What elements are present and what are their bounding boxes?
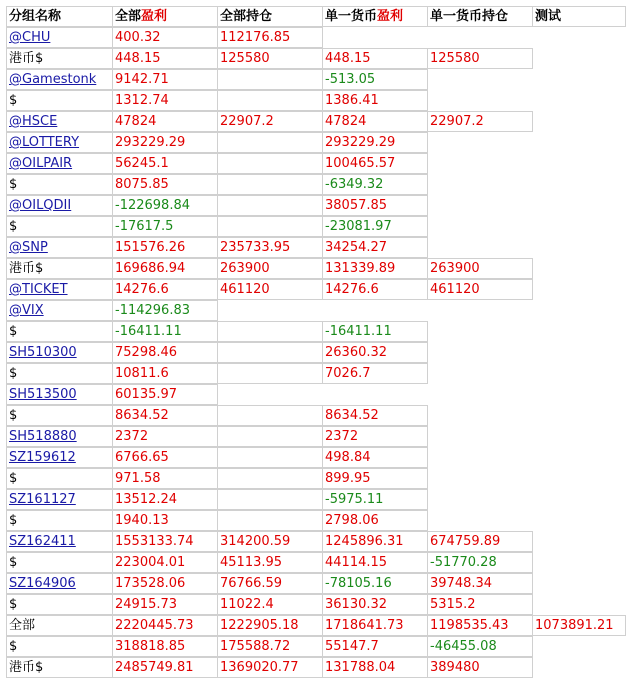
- group-name-cell[interactable]: [6, 27, 113, 48]
- single-currency-position-cell: [427, 636, 533, 657]
- currency-label: $: [9, 408, 18, 423]
- single-currency-position-cell: [427, 573, 533, 594]
- value-text: 75298.46: [115, 345, 178, 360]
- single-currency-profit-cell: [322, 237, 428, 258]
- currency-label: $: [9, 366, 18, 381]
- total-profit-cell: [112, 216, 218, 237]
- total-profit-cell: [112, 594, 218, 615]
- value-text: -122698.84: [115, 198, 190, 213]
- value-text: 8634.52: [115, 408, 169, 423]
- group-name-cell: [6, 615, 113, 636]
- total-position-cell: [217, 468, 323, 489]
- total-profit-cell: [112, 153, 218, 174]
- single-currency-profit-cell: [322, 48, 428, 69]
- value-text: 1369020.77: [220, 660, 299, 675]
- single-currency-profit-cell: [322, 531, 428, 552]
- total-profit-cell: [112, 195, 218, 216]
- value-text: 235733.95: [220, 240, 291, 255]
- value-text: 674759.89: [430, 534, 501, 549]
- single-currency-profit-cell: [322, 510, 428, 531]
- group-name-cell[interactable]: [6, 279, 113, 300]
- value-text: 1198535.43: [430, 618, 509, 633]
- value-text: 7026.7: [325, 366, 371, 381]
- total-position-cell: [217, 90, 323, 111]
- value-text: 47824: [325, 114, 367, 129]
- group-link[interactable]: SH518880: [9, 429, 77, 444]
- single-currency-profit-cell: [322, 90, 428, 111]
- value-text: 1718641.73: [325, 618, 404, 633]
- currency-label: $: [9, 324, 18, 339]
- total-position-cell: [217, 111, 323, 132]
- total-position-cell: [217, 258, 323, 279]
- value-text: 5315.2: [430, 597, 476, 612]
- group-link[interactable]: @LOTTERY: [9, 135, 80, 150]
- single-currency-profit-cell: [322, 216, 428, 237]
- value-text: -17617.5: [115, 219, 174, 234]
- total-position-cell: [217, 552, 323, 573]
- total-profit-cell: [112, 384, 218, 405]
- group-link[interactable]: @CHU: [9, 30, 51, 45]
- single-currency-profit-cell: [322, 279, 428, 300]
- currency-label: $: [9, 93, 18, 108]
- value-text: 22907.2: [430, 114, 484, 129]
- total-profit-cell: [112, 111, 218, 132]
- value-text: 76766.59: [220, 576, 283, 591]
- currency-label: $: [9, 219, 18, 234]
- single-currency-profit-cell: [322, 174, 428, 195]
- total-profit-cell: [112, 405, 218, 426]
- group-name-cell[interactable]: [6, 531, 113, 552]
- value-text: 1222905.18: [220, 618, 299, 633]
- total-profit-cell: [112, 363, 218, 384]
- total-position-cell: [217, 405, 323, 426]
- value-text: -6349.32: [325, 177, 384, 192]
- value-text: 389480: [430, 660, 480, 675]
- single-currency-position-cell: [427, 657, 533, 678]
- total-position-cell: [217, 363, 323, 384]
- value-text: 14276.6: [115, 282, 169, 297]
- single-currency-position-cell: [427, 594, 533, 615]
- value-text: 461120: [220, 282, 270, 297]
- single-currency-profit-cell: [322, 636, 428, 657]
- value-text: 55147.7: [325, 639, 379, 654]
- single-currency-profit-cell: [322, 405, 428, 426]
- total-position-cell: [217, 237, 323, 258]
- group-link[interactable]: @OILQDII: [9, 198, 72, 213]
- group-name-cell[interactable]: [6, 489, 113, 510]
- total-position-cell: [217, 510, 323, 531]
- value-text: -16411.11: [325, 324, 392, 339]
- value-text: 1553133.74: [115, 534, 194, 549]
- single-currency-profit-cell: [322, 363, 428, 384]
- currency-label: 港币$: [9, 660, 44, 675]
- total-profit-cell: [112, 27, 218, 48]
- value-text: 2798.06: [325, 513, 379, 528]
- total-profit-cell: [112, 300, 218, 321]
- group-link[interactable]: SZ159612: [9, 450, 76, 465]
- single-currency-profit-cell: [322, 258, 428, 279]
- value-text: 34254.27: [325, 240, 388, 255]
- value-text: 24915.73: [115, 597, 178, 612]
- total-profit-cell: [112, 174, 218, 195]
- value-text: 45113.95: [220, 555, 283, 570]
- value-text: 2485749.81: [115, 660, 194, 675]
- value-text: -78105.16: [325, 576, 392, 591]
- group-name-cell[interactable]: [6, 300, 113, 321]
- total-profit-cell: [112, 237, 218, 258]
- test-cell: [532, 615, 626, 636]
- value-text: 131788.04: [325, 660, 396, 675]
- value-text: 293229.29: [115, 135, 186, 150]
- value-text: 125580: [430, 51, 480, 66]
- header-total-position: 全部持仓: [217, 6, 323, 27]
- total-position-cell: [217, 69, 323, 90]
- value-text: 14276.6: [325, 282, 379, 297]
- total-profit-cell: [112, 321, 218, 342]
- group-link[interactable]: @Gamestonk: [9, 72, 97, 87]
- total-position-cell: [217, 615, 323, 636]
- value-text: 112176.85: [220, 30, 291, 45]
- value-text: 6766.65: [115, 450, 169, 465]
- value-text: 38057.85: [325, 198, 388, 213]
- single-currency-profit-cell: [322, 468, 428, 489]
- value-text: -16411.11: [115, 324, 182, 339]
- single-currency-profit-cell: [322, 489, 428, 510]
- group-name-cell[interactable]: [6, 342, 113, 363]
- total-profit-cell: [112, 132, 218, 153]
- value-text: 2220445.73: [115, 618, 194, 633]
- value-text: 263900: [430, 261, 480, 276]
- total-profit-cell: [112, 48, 218, 69]
- value-text: -23081.97: [325, 219, 392, 234]
- value-text: 448.15: [115, 51, 161, 66]
- group-name-cell: [6, 594, 113, 615]
- value-text: 22907.2: [220, 114, 274, 129]
- currency-label: $: [9, 471, 18, 486]
- group-name-cell: [6, 636, 113, 657]
- total-position-cell: [217, 594, 323, 615]
- group-link[interactable]: @SNP: [9, 240, 48, 255]
- single-currency-profit-cell: [322, 195, 428, 216]
- value-text: -513.05: [325, 72, 376, 87]
- total-position-cell: [217, 27, 323, 48]
- single-currency-profit-cell: [322, 342, 428, 363]
- single-currency-position-cell: [427, 111, 533, 132]
- group-name-cell[interactable]: [6, 447, 113, 468]
- value-text: -46455.08: [430, 639, 497, 654]
- total-profit-cell: [112, 531, 218, 552]
- single-currency-profit-cell: [322, 615, 428, 636]
- total-profit-cell: [112, 468, 218, 489]
- value-text: 8075.85: [115, 177, 169, 192]
- single-currency-position-cell: [427, 48, 533, 69]
- group-name-cell: [6, 552, 113, 573]
- total-profit-cell: [112, 90, 218, 111]
- single-currency-position-cell: [427, 615, 533, 636]
- group-link[interactable]: SZ161127: [9, 492, 76, 507]
- group-name-cell[interactable]: [6, 69, 113, 90]
- single-currency-profit-cell: [322, 69, 428, 90]
- value-text: 498.84: [325, 450, 371, 465]
- total-position-cell: [217, 321, 323, 342]
- value-text: 11022.4: [220, 597, 274, 612]
- single-currency-profit-cell: [322, 132, 428, 153]
- value-text: 223004.01: [115, 555, 186, 570]
- total-profit-cell: [112, 258, 218, 279]
- value-text: 2372: [325, 429, 359, 444]
- total-position-cell: [217, 279, 323, 300]
- total-position-cell: [217, 489, 323, 510]
- total-profit-cell: [112, 657, 218, 678]
- group-name-cell[interactable]: [6, 195, 113, 216]
- group-name-cell: [6, 216, 113, 237]
- value-text: 175588.72: [220, 639, 291, 654]
- group-link[interactable]: SZ162411: [9, 534, 76, 549]
- single-currency-profit-cell: [322, 573, 428, 594]
- value-text: 60135.97: [115, 387, 178, 402]
- total-position-cell: [217, 573, 323, 594]
- value-text: 10811.6: [115, 366, 169, 381]
- group-name-cell: [6, 258, 113, 279]
- group-name-cell: [6, 363, 113, 384]
- total-profit-cell: [112, 69, 218, 90]
- value-text: 1073891.21: [535, 618, 614, 633]
- total-position-cell: [217, 342, 323, 363]
- value-text: 2372: [115, 429, 149, 444]
- value-text: 26360.32: [325, 345, 388, 360]
- group-link[interactable]: @OILPAIR: [9, 156, 73, 171]
- single-currency-position-cell: [427, 258, 533, 279]
- currency-label: 港币$: [9, 51, 44, 66]
- group-name-cell[interactable]: [6, 573, 113, 594]
- group-name-cell[interactable]: [6, 153, 113, 174]
- value-text: 39748.34: [430, 576, 493, 591]
- header-group-name: 分组名称: [6, 6, 113, 27]
- value-text: 318818.85: [115, 639, 186, 654]
- single-currency-position-cell: [427, 531, 533, 552]
- total-position-cell: [217, 426, 323, 447]
- value-text: 9142.71: [115, 72, 169, 87]
- header-test: 测试: [532, 6, 626, 27]
- group-link[interactable]: @VIX: [9, 303, 44, 318]
- currency-label: $: [9, 177, 18, 192]
- value-text: 13512.24: [115, 492, 178, 507]
- value-text: 44114.15: [325, 555, 388, 570]
- total-position-cell: [217, 216, 323, 237]
- total-profit-cell: [112, 510, 218, 531]
- single-currency-profit-cell: [322, 447, 428, 468]
- group-link[interactable]: @TICKET: [9, 282, 68, 297]
- total-profit-cell: [112, 636, 218, 657]
- value-text: 400.32: [115, 30, 161, 45]
- total-position-cell: [217, 174, 323, 195]
- total-profit-cell: [112, 447, 218, 468]
- value-text: 1940.13: [115, 513, 169, 528]
- single-currency-profit-cell: [322, 426, 428, 447]
- total-position-cell: [217, 636, 323, 657]
- currency-label: 港币$: [9, 261, 44, 276]
- group-name-cell[interactable]: [6, 111, 113, 132]
- value-text: 899.95: [325, 471, 371, 486]
- total-profit-cell: [112, 615, 218, 636]
- currency-label: 全部: [9, 618, 36, 633]
- value-text: 131339.89: [325, 261, 396, 276]
- value-text: 971.58: [115, 471, 161, 486]
- total-profit-cell: [112, 552, 218, 573]
- value-text: 56245.1: [115, 156, 169, 171]
- total-profit-cell: [112, 573, 218, 594]
- group-name-cell: [6, 405, 113, 426]
- total-position-cell: [217, 48, 323, 69]
- value-text: 47824: [115, 114, 157, 129]
- total-position-cell: [217, 657, 323, 678]
- value-text: 36130.32: [325, 597, 388, 612]
- value-text: 293229.29: [325, 135, 396, 150]
- value-text: 169686.94: [115, 261, 186, 276]
- value-text: 1245896.31: [325, 534, 404, 549]
- value-text: 448.15: [325, 51, 371, 66]
- single-currency-profit-cell: [322, 321, 428, 342]
- value-text: 1312.74: [115, 93, 169, 108]
- group-name-cell[interactable]: [6, 132, 113, 153]
- total-position-cell: [217, 447, 323, 468]
- group-name-cell: [6, 468, 113, 489]
- group-name-cell: [6, 174, 113, 195]
- total-position-cell: [217, 132, 323, 153]
- single-currency-profit-cell: [322, 657, 428, 678]
- single-currency-profit-cell: [322, 594, 428, 615]
- total-profit-cell: [112, 489, 218, 510]
- value-text: 263900: [220, 261, 270, 276]
- group-name-cell[interactable]: [6, 426, 113, 447]
- value-text: 8634.52: [325, 408, 379, 423]
- value-text: 151576.26: [115, 240, 186, 255]
- currency-label: $: [9, 555, 18, 570]
- group-name-cell[interactable]: [6, 384, 113, 405]
- currency-label: $: [9, 513, 18, 528]
- currency-label: $: [9, 639, 18, 654]
- header-total-profit: 全部盈利: [112, 6, 218, 27]
- group-link[interactable]: SZ164906: [9, 576, 76, 591]
- header-single-currency-profit: 单一货币盈利: [322, 6, 428, 27]
- value-text: -114296.83: [115, 303, 190, 318]
- group-link[interactable]: SH513500: [9, 387, 77, 402]
- group-name-cell: [6, 321, 113, 342]
- group-link[interactable]: SH510300: [9, 345, 77, 360]
- total-position-cell: [217, 531, 323, 552]
- group-link[interactable]: @HSCE: [9, 114, 58, 129]
- value-text: 461120: [430, 282, 480, 297]
- value-text: -51770.28: [430, 555, 497, 570]
- header-single-currency-position: 单一货币持仓: [427, 6, 533, 27]
- value-text: 1386.41: [325, 93, 379, 108]
- group-name-cell: [6, 48, 113, 69]
- value-text: 173528.06: [115, 576, 186, 591]
- value-text: 125580: [220, 51, 270, 66]
- value-text: 100465.57: [325, 156, 396, 171]
- currency-label: $: [9, 597, 18, 612]
- single-currency-profit-cell: [322, 153, 428, 174]
- single-currency-profit-cell: [322, 552, 428, 573]
- value-text: -5975.11: [325, 492, 384, 507]
- total-profit-cell: [112, 342, 218, 363]
- group-name-cell[interactable]: [6, 237, 113, 258]
- single-currency-position-cell: [427, 552, 533, 573]
- group-name-cell: [6, 90, 113, 111]
- group-name-cell: [6, 510, 113, 531]
- total-profit-cell: [112, 426, 218, 447]
- single-currency-profit-cell: [322, 111, 428, 132]
- total-position-cell: [217, 195, 323, 216]
- value-text: 314200.59: [220, 534, 291, 549]
- single-currency-position-cell: [427, 279, 533, 300]
- group-name-cell: [6, 657, 113, 678]
- total-profit-cell: [112, 279, 218, 300]
- total-position-cell: [217, 153, 323, 174]
